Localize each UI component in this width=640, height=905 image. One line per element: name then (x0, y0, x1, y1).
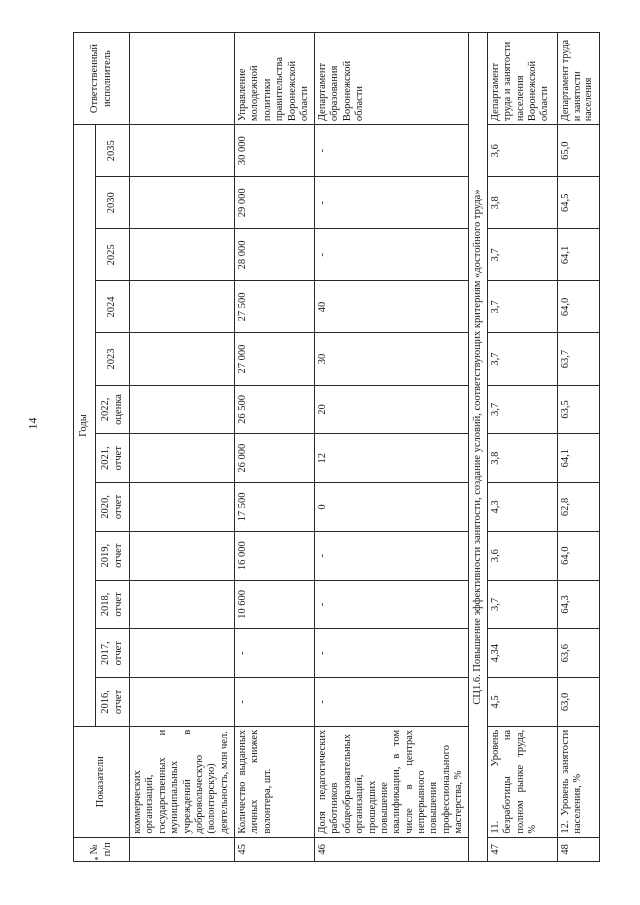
table-row (235, 33, 315, 862)
year-header: 2023 (96, 333, 130, 385)
row-indicator: 11. Уровень безработицы на полном рынке труда, % (487, 726, 557, 837)
row-num (130, 837, 235, 861)
header-years: Годы (74, 125, 96, 727)
row-value: 64,1 (557, 434, 599, 483)
year-header: 2016, отчет (96, 678, 130, 727)
row-indicator: коммерческих организаций, государственных и муниципальных учреждений в добровольческую (волонтерскую) деятельность, млн чел. (130, 726, 235, 837)
row-num: 47 (487, 837, 557, 861)
row-value: 3,7 (487, 580, 557, 629)
row-value: 3,7 (487, 385, 557, 434)
row-value: 30 (315, 333, 469, 385)
row-value: 17 500 (235, 483, 315, 532)
page-number: 14 (25, 417, 40, 430)
year-header: 2021, отчет (96, 434, 130, 483)
row-value: 3,7 (487, 333, 557, 385)
row-value: - (235, 629, 315, 678)
row-value: 3,8 (487, 434, 557, 483)
row-indicator: Количество выданных личных книжек волонтера, шт. (235, 726, 315, 837)
row-value: - (315, 531, 469, 580)
row-value: - (315, 629, 469, 678)
row-value (130, 580, 235, 629)
row-indicator: 12. Уровень занятости населения, % (557, 726, 599, 837)
year-header: 2017, отчет (96, 629, 130, 678)
year-header: 2020, отчет (96, 483, 130, 532)
table-row (557, 33, 599, 862)
row-value (130, 483, 235, 532)
row-value: 63,5 (557, 385, 599, 434)
row-value: 30 000 (235, 125, 315, 177)
row-value: - (315, 125, 469, 177)
row-value: - (315, 177, 469, 229)
year-header: 2019, отчет (96, 531, 130, 580)
row-num: 48 (557, 837, 599, 861)
row-executor: Департамент труда и занятости населения Воронежской области (487, 33, 557, 125)
year-header: 2035 (96, 125, 130, 177)
row-value: 3,7 (487, 229, 557, 281)
row-value: 27 000 (235, 333, 315, 385)
row-value: 3,6 (487, 531, 557, 580)
row-value (130, 177, 235, 229)
row-value: 16 000 (235, 531, 315, 580)
row-num: 45 (235, 837, 315, 861)
row-value: 4,5 (487, 678, 557, 727)
row-value (130, 434, 235, 483)
row-value: 65,0 (557, 125, 599, 177)
row-value: 3,7 (487, 281, 557, 333)
year-header: 2025 (96, 229, 130, 281)
row-value: - (315, 678, 469, 727)
row-value: 64,0 (557, 531, 599, 580)
row-value: 26 500 (235, 385, 315, 434)
table-row (487, 33, 557, 862)
row-executor (130, 33, 235, 125)
row-value (130, 125, 235, 177)
row-value: - (235, 678, 315, 727)
row-value: 62,8 (557, 483, 599, 532)
row-executor: Управление молодежной политики правительства Воронежской области (235, 33, 315, 125)
row-value (130, 229, 235, 281)
row-value: 0 (315, 483, 469, 532)
header-executor: Ответственный исполнитель (74, 33, 130, 125)
row-value (130, 629, 235, 678)
row-value: 40 (315, 281, 469, 333)
row-value: 4,3 (487, 483, 557, 532)
table-row (315, 33, 469, 862)
row-value: 63,6 (557, 629, 599, 678)
row-value: 29 000 (235, 177, 315, 229)
row-value: 26 000 (235, 434, 315, 483)
row-value: 64,1 (557, 229, 599, 281)
row-value (130, 531, 235, 580)
row-value: - (315, 229, 469, 281)
header-num: № п/п (74, 837, 130, 861)
row-value (130, 385, 235, 434)
row-value (130, 281, 235, 333)
row-value: 10 600 (235, 580, 315, 629)
rotated-table-wrapper (73, 32, 595, 862)
row-value: 63,0 (557, 678, 599, 727)
section-row (468, 33, 487, 862)
row-executor: Департамент труда и занятости населения (557, 33, 599, 125)
row-value: - (315, 580, 469, 629)
row-indicator: Доля педагогических работников общеобразовательных организаций, прошедших повышение квалификации, в том числе в центрах непрерывного повышения профессионального мастерства, % (315, 726, 469, 837)
year-header: 2024 (96, 281, 130, 333)
year-header: 2030 (96, 177, 130, 229)
row-value: 3,6 (487, 125, 557, 177)
row-executor: Департамент образования Воронежской области (315, 33, 469, 125)
indicators-table (73, 32, 600, 862)
row-value: 20 (315, 385, 469, 434)
table-row (130, 33, 235, 862)
row-value (130, 678, 235, 727)
row-value: 64,5 (557, 177, 599, 229)
year-header: 2022, оценка (96, 385, 130, 434)
row-value (130, 333, 235, 385)
row-value: 28 000 (235, 229, 315, 281)
row-num: 46 (315, 837, 469, 861)
row-value: 4,34 (487, 629, 557, 678)
row-value: 12 (315, 434, 469, 483)
row-value: 64,3 (557, 580, 599, 629)
section-heading: СЦ1.6. Повышение эффективности занятости, создание условий, соответствующих критериям «достойного труда» (468, 33, 487, 862)
header-indicator: Показатели (74, 726, 130, 837)
year-header: 2018, отчет (96, 580, 130, 629)
row-value: 27 500 (235, 281, 315, 333)
row-value: 3,8 (487, 177, 557, 229)
row-value: 63,7 (557, 333, 599, 385)
row-value: 64,0 (557, 281, 599, 333)
